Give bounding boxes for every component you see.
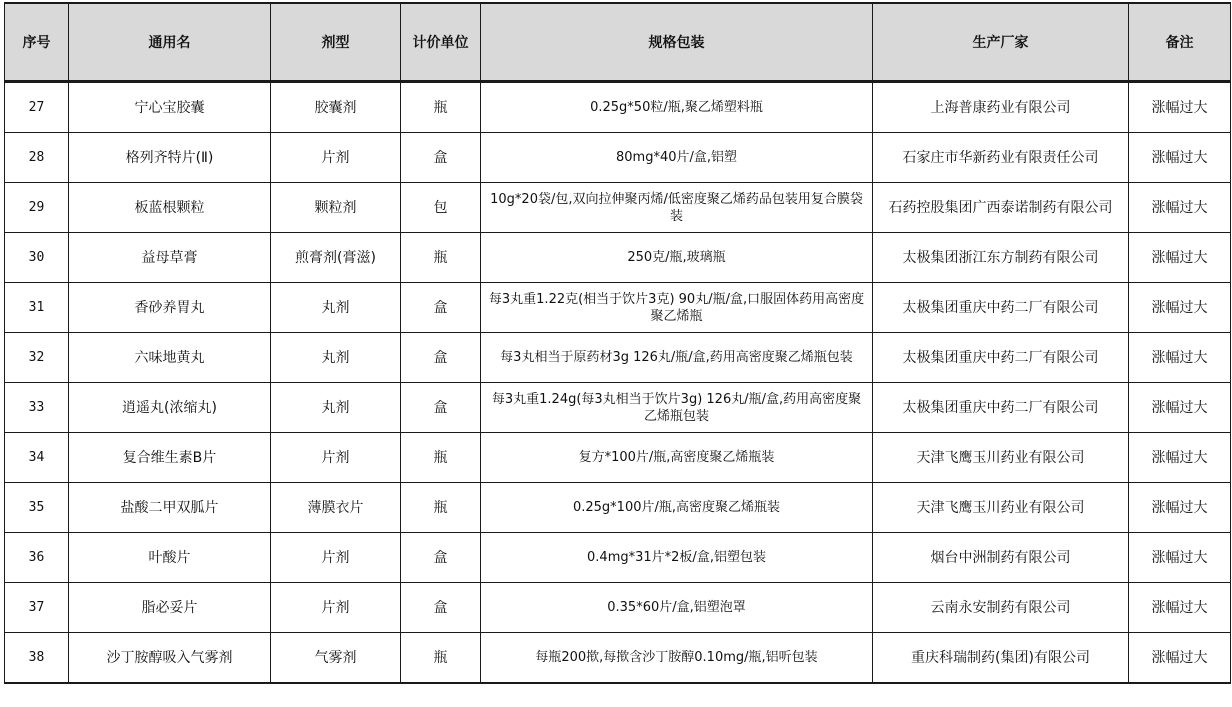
cell-note: 涨幅过大: [1129, 533, 1231, 583]
cell-no: 36: [5, 533, 69, 583]
table-header: [5, 3, 1231, 82]
cell-form: 片剂: [271, 533, 401, 583]
table-row: [5, 483, 1231, 533]
cell-no: 38: [5, 633, 69, 684]
cell-name: 盐酸二甲双胍片: [69, 483, 271, 533]
cell-note: 涨幅过大: [1129, 183, 1231, 233]
cell-unit: 盒: [401, 133, 481, 183]
header-unit: 计价单位: [401, 3, 481, 82]
cell-unit: 瓶: [401, 483, 481, 533]
cell-maker: 云南永安制药有限公司: [873, 583, 1129, 633]
header-row: [5, 3, 1231, 82]
cell-spec: 80mg*40片/盒,铝塑: [481, 133, 873, 183]
cell-unit: 盒: [401, 533, 481, 583]
table-row: [5, 333, 1231, 383]
cell-spec: 每3丸相当于原药材3g 126丸/瓶/盒,药用高密度聚乙烯瓶包装: [481, 333, 873, 383]
cell-unit: 瓶: [401, 82, 481, 133]
cell-form: 丸剂: [271, 383, 401, 433]
cell-spec: 每3丸重1.24g(每3丸相当于饮片3g) 126丸/瓶/盒,药用高密度聚乙烯瓶包装: [481, 383, 873, 433]
cell-note: 涨幅过大: [1129, 633, 1231, 684]
header-spec: 规格包装: [481, 3, 873, 82]
drug-price-table: [4, 2, 1231, 684]
cell-no: 29: [5, 183, 69, 233]
cell-name: 逍遥丸(浓缩丸): [69, 383, 271, 433]
cell-unit: 盒: [401, 583, 481, 633]
cell-spec: 0.25g*100片/瓶,高密度聚乙烯瓶装: [481, 483, 873, 533]
cell-form: 丸剂: [271, 283, 401, 333]
cell-note: 涨幅过大: [1129, 233, 1231, 283]
cell-spec: 0.4mg*31片*2板/盒,铝塑包装: [481, 533, 873, 583]
cell-note: 涨幅过大: [1129, 82, 1231, 133]
cell-spec: 0.25g*50粒/瓶,聚乙烯塑料瓶: [481, 82, 873, 133]
header-note: 备注: [1129, 3, 1231, 82]
header-maker: 生产厂家: [873, 3, 1129, 82]
cell-no: 27: [5, 82, 69, 133]
cell-spec: 每瓶200揿,每揿含沙丁胺醇0.10mg/瓶,铝听包装: [481, 633, 873, 684]
cell-maker: 石家庄市华新药业有限责任公司: [873, 133, 1129, 183]
cell-no: 34: [5, 433, 69, 483]
cell-name: 板蓝根颗粒: [69, 183, 271, 233]
table-row: [5, 533, 1231, 583]
cell-note: 涨幅过大: [1129, 483, 1231, 533]
cell-name: 六味地黄丸: [69, 333, 271, 383]
cell-unit: 盒: [401, 283, 481, 333]
cell-unit: 盒: [401, 333, 481, 383]
cell-maker: 太极集团浙江东方制药有限公司: [873, 233, 1129, 283]
cell-note: 涨幅过大: [1129, 333, 1231, 383]
table-row: [5, 383, 1231, 433]
cell-no: 32: [5, 333, 69, 383]
cell-name: 叶酸片: [69, 533, 271, 583]
cell-form: 薄膜衣片: [271, 483, 401, 533]
cell-name: 沙丁胺醇吸入气雾剂: [69, 633, 271, 684]
cell-form: 气雾剂: [271, 633, 401, 684]
cell-note: 涨幅过大: [1129, 283, 1231, 333]
cell-no: 33: [5, 383, 69, 433]
cell-note: 涨幅过大: [1129, 133, 1231, 183]
cell-maker: 上海普康药业有限公司: [873, 82, 1129, 133]
cell-maker: 太极集团重庆中药二厂有限公司: [873, 283, 1129, 333]
cell-maker: 重庆科瑞制药(集团)有限公司: [873, 633, 1129, 684]
cell-no: 30: [5, 233, 69, 283]
cell-note: 涨幅过大: [1129, 583, 1231, 633]
header-name: 通用名: [69, 3, 271, 82]
table-body: [5, 82, 1231, 684]
cell-unit: 瓶: [401, 233, 481, 283]
header-no: 序号: [5, 3, 69, 82]
cell-spec: 250克/瓶,玻璃瓶: [481, 233, 873, 283]
cell-maker: 太极集团重庆中药二厂有限公司: [873, 333, 1129, 383]
table-row: [5, 433, 1231, 483]
cell-note: 涨幅过大: [1129, 383, 1231, 433]
cell-form: 片剂: [271, 133, 401, 183]
cell-form: 胶囊剂: [271, 82, 401, 133]
cell-form: 煎膏剂(膏滋): [271, 233, 401, 283]
table-row: [5, 82, 1231, 133]
cell-name: 复合维生素B片: [69, 433, 271, 483]
cell-maker: 天津飞鹰玉川药业有限公司: [873, 433, 1129, 483]
cell-unit: 包: [401, 183, 481, 233]
table-row: [5, 233, 1231, 283]
cell-no: 35: [5, 483, 69, 533]
cell-no: 37: [5, 583, 69, 633]
cell-no: 31: [5, 283, 69, 333]
table-row: [5, 283, 1231, 333]
cell-form: 片剂: [271, 583, 401, 633]
cell-form: 颗粒剂: [271, 183, 401, 233]
cell-form: 丸剂: [271, 333, 401, 383]
cell-spec: 10g*20袋/包,双向拉伸聚丙烯/低密度聚乙烯药品包装用复合膜袋装: [481, 183, 873, 233]
cell-maker: 石药控股集团广西泰诺制药有限公司: [873, 183, 1129, 233]
cell-no: 28: [5, 133, 69, 183]
cell-spec: 0.35*60片/盒,铝塑泡罩: [481, 583, 873, 633]
table-row: [5, 583, 1231, 633]
cell-spec: 复方*100片/瓶,高密度聚乙烯瓶装: [481, 433, 873, 483]
cell-spec: 每3丸重1.22克(相当于饮片3克) 90丸/瓶/盒,口服固体药用高密度聚乙烯瓶: [481, 283, 873, 333]
cell-form: 片剂: [271, 433, 401, 483]
cell-maker: 太极集团重庆中药二厂有限公司: [873, 383, 1129, 433]
cell-note: 涨幅过大: [1129, 433, 1231, 483]
header-form: 剂型: [271, 3, 401, 82]
cell-name: 脂必妥片: [69, 583, 271, 633]
cell-name: 益母草膏: [69, 233, 271, 283]
cell-name: 格列齐特片(Ⅱ): [69, 133, 271, 183]
cell-unit: 瓶: [401, 633, 481, 684]
table-row: [5, 133, 1231, 183]
cell-name: 宁心宝胶囊: [69, 82, 271, 133]
cell-unit: 瓶: [401, 433, 481, 483]
cell-name: 香砂养胃丸: [69, 283, 271, 333]
cell-maker: 烟台中洲制药有限公司: [873, 533, 1129, 583]
cell-maker: 天津飞鹰玉川药业有限公司: [873, 483, 1129, 533]
table-row: [5, 183, 1231, 233]
table-row: [5, 633, 1231, 684]
cell-unit: 盒: [401, 383, 481, 433]
